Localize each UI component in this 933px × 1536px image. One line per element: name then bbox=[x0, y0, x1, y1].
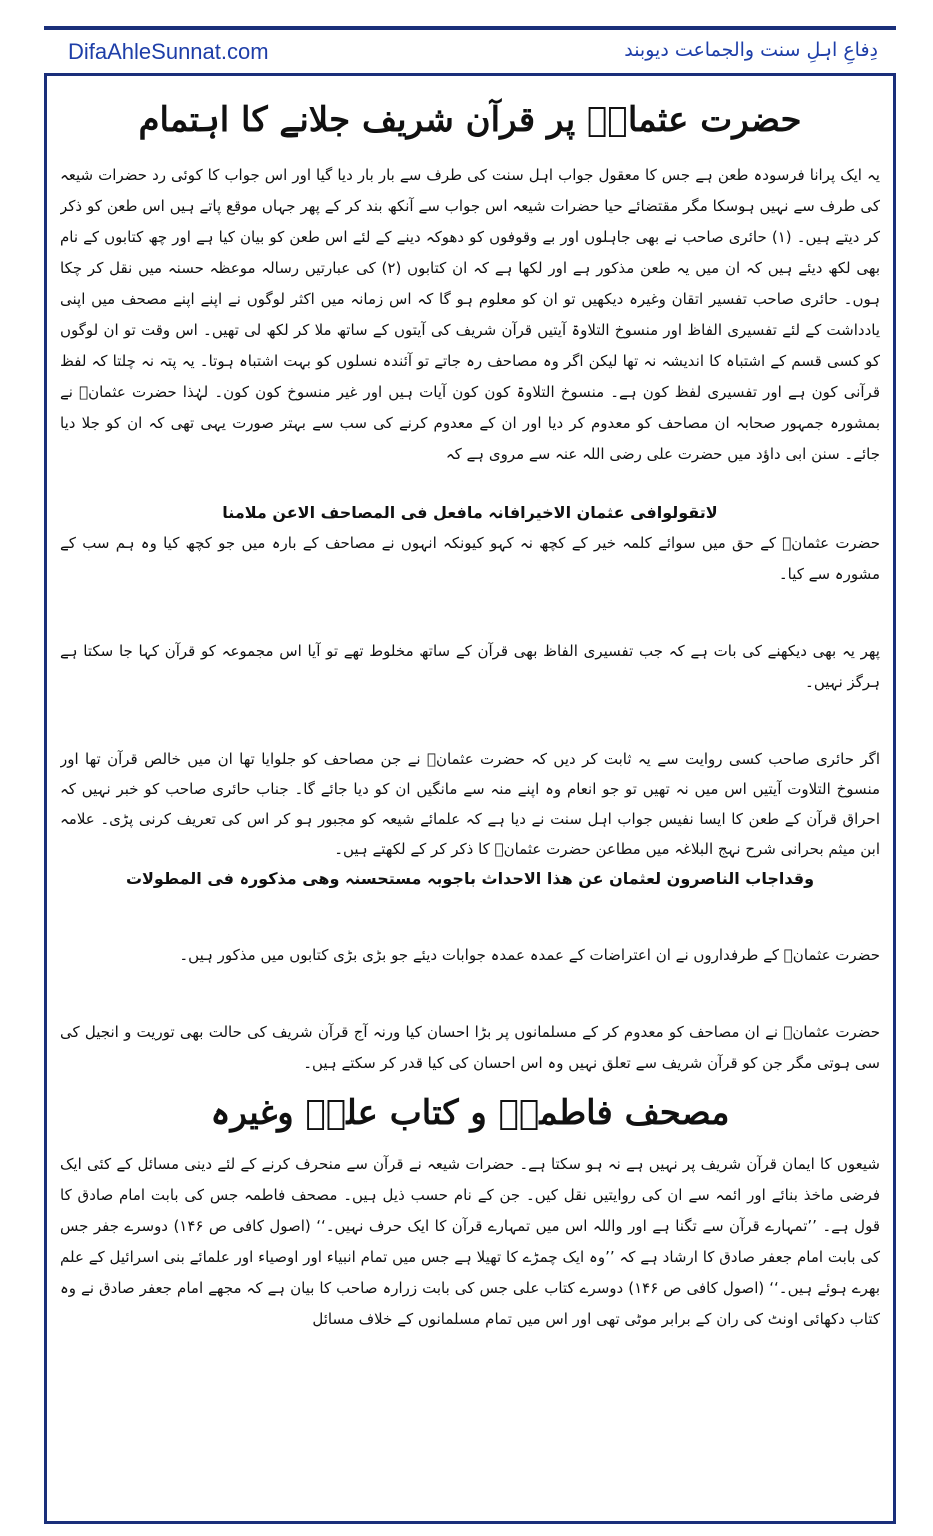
spacer bbox=[60, 470, 880, 498]
article-body bbox=[60, 88, 880, 1518]
paragraph-challenge: اگر حائری صاحب کسی روایت سے یہ ثابت کر دیں کہ حضرت عثمانؓ نے جن مصاحف کو جلوایا تھا ان میں خالص قرآن تھا اور منسوخ التلاوت آیتیں اس میں نہ تھیں تو جو انعام وہ اپنے منہ سے مانگیں ان کو دیا جائے گا۔ جناب حائری صاحب کو خبر نہیں کہ احراق قرآن کے طعن کا ایسا نفیس جواب اہل سنت نے دیا ہے کہ علمائے شیعہ کو مجبور ہو کر اس کی تعریف کرنی پڑی۔ علامہ ابن میثم بحرانی شرح نہج البلاغہ میں مطاعن حضرت عثمانؓ کا ذکر کر کے لکھتے ہیں۔ bbox=[60, 750, 880, 858]
section-title-uthman: حضرت عثمانؓ پر قرآن شریف جلانے کا اہتمام bbox=[138, 100, 802, 140]
paragraph-translation-ali: حضرت عثمانؓ کے حق میں سوائے کلمہ خیر کے کچھ نہ کہو کیونکہ انہوں نے مصاحف کے بارہ میں جو کچھ کیا وہ ہم سب کے مشورہ سے کیا۔ bbox=[60, 534, 880, 583]
spacer bbox=[60, 698, 880, 744]
paragraph-mushaf-fatima: شیعوں کا ایمان قرآن شریف پر نہیں ہے نہ ہو سکتا ہے۔ حضرات شیعہ نے قرآن سے منحرف کرنے کے لئے دینی مسائل کے کئی ایک فرضی ماخذ بنائے اور ائمہ سے ان کی روایتیں نقل کیں۔ جن کے نام حسب ذیل ہیں۔ مصحف فاطمہ جس کی بابت امام صادق کا قول ہے۔ ’’تمہارے قرآن سے تگنا ہے اور واللہ اس میں تمہارے قرآن کا ایک حرف نہیں۔‘‘ (اصول کافی ص ۱۴۶) دوسرے جفر جس کی بابت امام جعفر صادق کا ارشاد ہے کہ ’’وہ ایک چمڑے کا تھیلا ہے جس میں تمام انبیاء اور اوصیاء اور علمائے بنی اسرائیل کے علم بھرے ہوئے ہیں۔‘‘ (اصول کافی ص ۱۴۶) دوسرے کتاب علی جس کی بابت زرارہ صاحب کا بیان ہے کہ مجھے امام جعفر صادق نے وہ کتاب دکھائی اونٹ کی ران کے برابر موٹی تھی اور اس میں تمام مسلمانوں کے خلاف مسائل bbox=[60, 1155, 880, 1328]
spacer bbox=[60, 894, 880, 940]
page-header bbox=[44, 26, 896, 76]
paragraph-translation-maitham: حضرت عثمانؓ کے طرفداروں نے ان اعتراضات کے عمدہ عمدہ جوابات دیئے جو بڑی بڑی کتابوں میں مذکور ہیں۔ bbox=[179, 946, 880, 964]
header-title: دِفاعِ اہلِ سنت والجماعت دیوبند bbox=[624, 39, 878, 61]
site-url-link[interactable]: DifaAhleSunnat.com bbox=[68, 39, 269, 64]
paragraph-mixed-words: پھر یہ بھی دیکھنے کی بات ہے کہ جب تفسیری الفاظ بھی قرآن کے ساتھ مخلوط تھے تو آیا اس مجموعہ کو قرآن کہا جا سکتا ہے ہرگز نہیں۔ bbox=[60, 642, 880, 691]
arabic-quote-ibn-maitham: وقداجاب الناصرون لعثمان عن ھذا الاحداث باجوبہ مستحسنہ وھی مذکورہ فی المطولات bbox=[125, 869, 815, 888]
spacer bbox=[60, 590, 880, 636]
paragraph-intro: یہ ایک پرانا فرسودہ طعن ہے جس کا معقول جواب اہل سنت کی طرف سے بار بار دیا گیا اور اس جواب کا کوئی رد حضرات شیعہ کی طرف سے نہیں ہوسکا مگر مقتضائے حیا حضرات شیعہ اس جواب سے آنکھ بند کر کے پھر جہاں موقع پاتے ہیں اس طعن کو ذکر کر دیتے ہیں۔ (۱) حائری صاحب نے بھی جاہلوں اور بے وقوفوں کو دھوکہ دینے کے لئے اس طعن کو بیان کیا ہے اور چھ کتابوں کے نام بھی لکھ دیئے ہیں کہ ان میں یہ طعن مذکور ہے اور لکھا ہے کہ ان کتابوں (۲) کی عبارتیں رسالہ موعظہ حسنہ میں نقل کر چکا ہوں۔ حائری صاحب تفسیر اتقان وغیرہ دیکھیں تو ان کو معلوم ہو گا کہ اس زمانہ میں اکثر لوگوں نے اپنے اپنے مصحف میں اپنی یادداشت کے لئے تفسیری الفاظ اور منسوخ التلاوۃ آیتیں قرآن شریف کی آیتوں کے ساتھ ملا کر لکھ لی تھیں۔ اس وقت تو ان لوگوں کو کسی قسم کے اشتباہ کا اندیشہ نہ تھا لیکن اگر وہ مصاحف رہ جاتے تو آئندہ نسلوں کو بہت اشتباہ ہوتا۔ یہ پتہ نہ چلتا کہ لفظ قرآنی کون ہے اور تفسیری لفظ کون ہے۔ منسوخ التلاوۃ کون کون آیات ہیں اور غیر منسوخ کون کون۔ لہٰذا حضرت عثمانؓ نے بمشورہ جمہور صحابہ ان مصاحف کو معدوم کر دیا اور ان کے معدوم کرنے کی سب سے بہتر صورت یہی تھی کہ ان کو جلا دیا جائے۔ سنن ابی داؤد میں حضرت علی رضی اللہ عنہ سے مروی ہے کہ bbox=[60, 166, 880, 463]
spacer bbox=[60, 971, 880, 1017]
arabic-quote-ali: لاتقولوافی عثمان الاخیرافانہ مافعل فی المصاحف الاعن ملامنا bbox=[222, 503, 718, 522]
paragraph-conclusion: حضرت عثمانؓ نے ان مصاحف کو معدوم کر کے مسلمانوں پر بڑا احسان کیا ورنہ آج قرآن شریف کی حالت بھی توریت و انجیل کی سی ہوتی مگر جن کو قرآن شریف سے تعلق نہیں وہ اس احسان کی کیا قدر کر سکتے ہیں۔ bbox=[60, 1023, 880, 1072]
section-title-mushaf-fatima: مصحف فاطمہؓ و کتاب علیؓ وغیرہ bbox=[210, 1093, 730, 1133]
